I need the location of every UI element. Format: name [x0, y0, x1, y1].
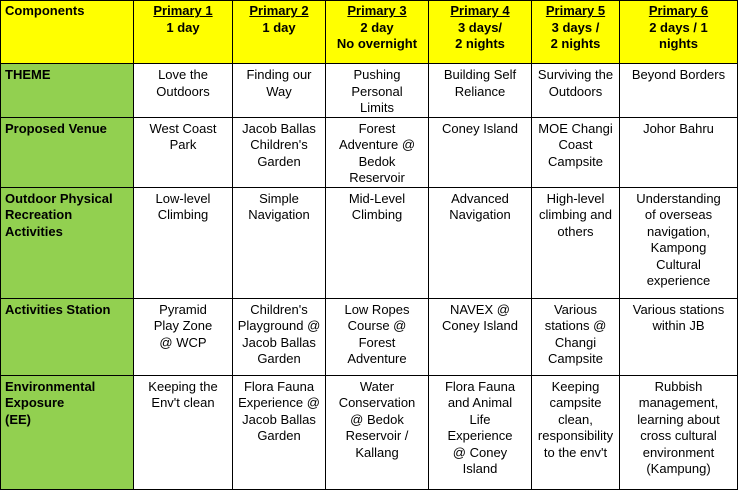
column-header-primary-1	[134, 1, 233, 64]
table-cell: NAVEX @ Coney Island	[429, 298, 532, 375]
table-cell: Flora Fauna Experience @ Jacob Ballas Garden	[233, 375, 326, 489]
level-name: Primary 3	[347, 3, 407, 18]
row-header-environmental-exposure: Environmental Exposure (EE)	[1, 375, 134, 489]
column-header-primary-4	[429, 1, 532, 64]
level-name: Primary 6	[648, 3, 709, 18]
column-header-primary-3	[326, 1, 429, 64]
outdoor-activities-row	[1, 187, 738, 298]
table-cell: Understanding of overseas navigation, Kampong Cultural experience	[620, 187, 738, 298]
table-cell: Forest Adventure @ Bedok Reservoir	[326, 117, 429, 187]
table-cell: Coney Island	[429, 117, 532, 187]
table-cell: Keeping campsite clean, responsibility to the env't	[532, 375, 620, 489]
level-duration: 3 days/ 2 nights	[455, 19, 505, 51]
activities-station-row	[1, 298, 738, 375]
level-name: Primary 1	[153, 3, 213, 18]
row-header-outdoor-activities: Outdoor Physical Recreation Activities	[1, 187, 134, 298]
level-duration: 3 days / 2 nights	[550, 19, 601, 51]
level-duration: 2 day No overnight	[336, 19, 418, 51]
theme-row	[1, 64, 738, 118]
environmental-exposure-row	[1, 375, 738, 489]
table-cell: Pyramid Play Zone @ WCP	[134, 298, 233, 375]
table-cell: Rubbish management, learning about cross cultural environment (Kampung)	[620, 375, 738, 489]
table-cell: Finding our Way	[233, 64, 326, 118]
table-cell: Mid-Level Climbing	[326, 187, 429, 298]
table-cell: Pushing Personal Limits	[326, 64, 429, 118]
venue-row	[1, 117, 738, 187]
table-cell: Surviving the Outdoors	[532, 64, 620, 118]
table-cell: Low Ropes Course @ Forest Adventure	[326, 298, 429, 375]
level-duration: 1 day	[262, 19, 296, 35]
table-cell: Various stations within JB	[620, 298, 738, 375]
table-cell: Beyond Borders	[620, 64, 738, 118]
table-cell: Keeping the Env't clean	[134, 375, 233, 489]
table-cell: Low-level Climbing	[134, 187, 233, 298]
table-cell: Simple Navigation	[233, 187, 326, 298]
table-cell: Love the Outdoors	[134, 64, 233, 118]
table-cell: Johor Bahru	[620, 117, 738, 187]
table-cell: West Coast Park	[134, 117, 233, 187]
table-cell: Advanced Navigation	[429, 187, 532, 298]
level-duration: 1 day	[166, 19, 200, 35]
column-header-primary-2	[233, 1, 326, 64]
level-duration: 2 days / 1 nights	[649, 19, 708, 51]
table-cell: Jacob Ballas Children's Garden	[233, 117, 326, 187]
level-name: Primary 4	[450, 3, 510, 18]
header-row	[1, 1, 738, 64]
table-cell: High-level climbing and others	[532, 187, 620, 298]
row-header-proposed-venue: Proposed Venue	[1, 117, 134, 187]
level-name: Primary 2	[249, 3, 309, 18]
table-cell: Building Self Reliance	[429, 64, 532, 118]
row-header-theme: THEME	[1, 64, 134, 118]
level-name: Primary 5	[545, 3, 606, 18]
components-header: Components	[1, 1, 134, 64]
table-cell: Flora Fauna and Animal Life Experience @ Coney Island	[429, 375, 532, 489]
column-header-primary-5	[532, 1, 620, 64]
table-cell: MOE Changi Coast Campsite	[532, 117, 620, 187]
row-header-activities-station: Activities Station	[1, 298, 134, 375]
table-cell: Water Conservation @ Bedok Reservoir / Kallang	[326, 375, 429, 489]
table-cell: Various stations @ Changi Campsite	[532, 298, 620, 375]
column-header-primary-6	[620, 1, 738, 64]
table-cell: Children's Playground @ Jacob Ballas Garden	[233, 298, 326, 375]
